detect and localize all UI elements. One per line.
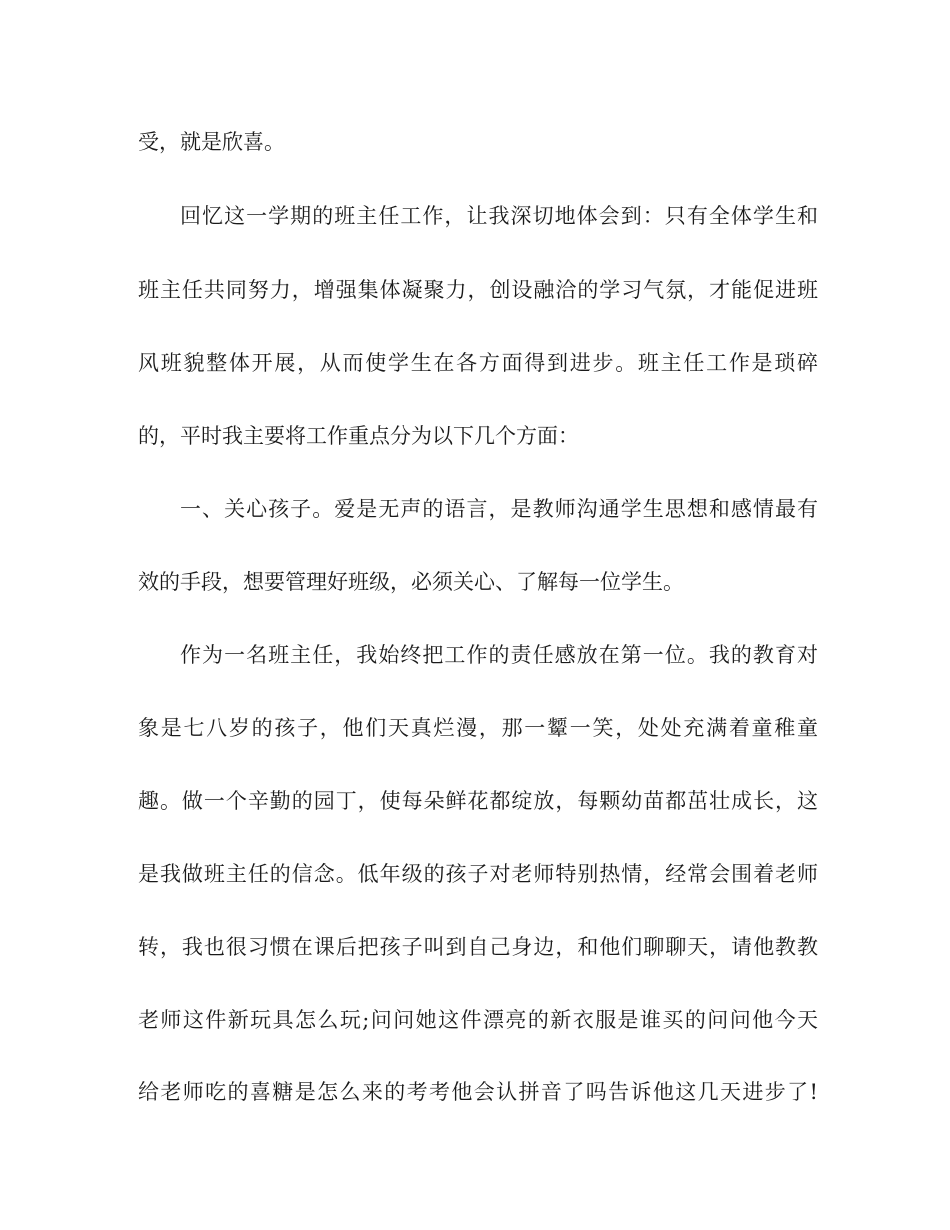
paragraph-line: 回忆这一学期的班主任工作，让我深切地体会到：只有全体学生和 — [180, 204, 818, 228]
paragraph-line: 受，就是欣喜。 — [138, 130, 285, 154]
paragraph-line: 老师这件新玩具怎么玩;问问她这件漂亮的新衣服是谁买的问问他今天 — [138, 1008, 818, 1032]
paragraph-line: 转，我也很习惯在课后把孩子叫到自己身边，和他们聊聊天，请他教教 — [138, 935, 818, 959]
paragraph-line: 趣。做一个辛勤的园丁，使每朵鲜花都绽放，每颗幼苗都茁壮成长，这 — [138, 789, 818, 813]
paragraph-line: 作为一名班主任，我始终把工作的责任感放在第一位。我的教育对 — [180, 643, 818, 667]
paragraph-line: 效的手段，想要管理好班级，必须关心、了解每一位学生。 — [138, 570, 684, 594]
paragraph-line: 一、关心孩子。爱是无声的语言，是教师沟通学生思想和感情最有 — [180, 497, 818, 521]
paragraph-line: 的，平时我主要将工作重点分为以下几个方面： — [138, 424, 579, 448]
paragraph-line: 是我做班主任的信念。低年级的孩子对老师特别热情，经常会围着老师 — [138, 862, 818, 886]
paragraph-line: 班主任共同努力，增强集体凝聚力，创设融洽的学习气氛，才能促进班 — [138, 278, 818, 302]
paragraph-line: 象是七八岁的孩子，他们天真烂漫，那一颦一笑，处处充满着童稚童 — [138, 716, 818, 740]
paragraph-line: 给老师吃的喜糖是怎么来的考考他会认拼音了吗告诉他这几天进步了! — [138, 1080, 818, 1104]
paragraph-line: 风班貌整体开展，从而使学生在各方面得到进步。班主任工作是琐碎 — [138, 351, 818, 375]
